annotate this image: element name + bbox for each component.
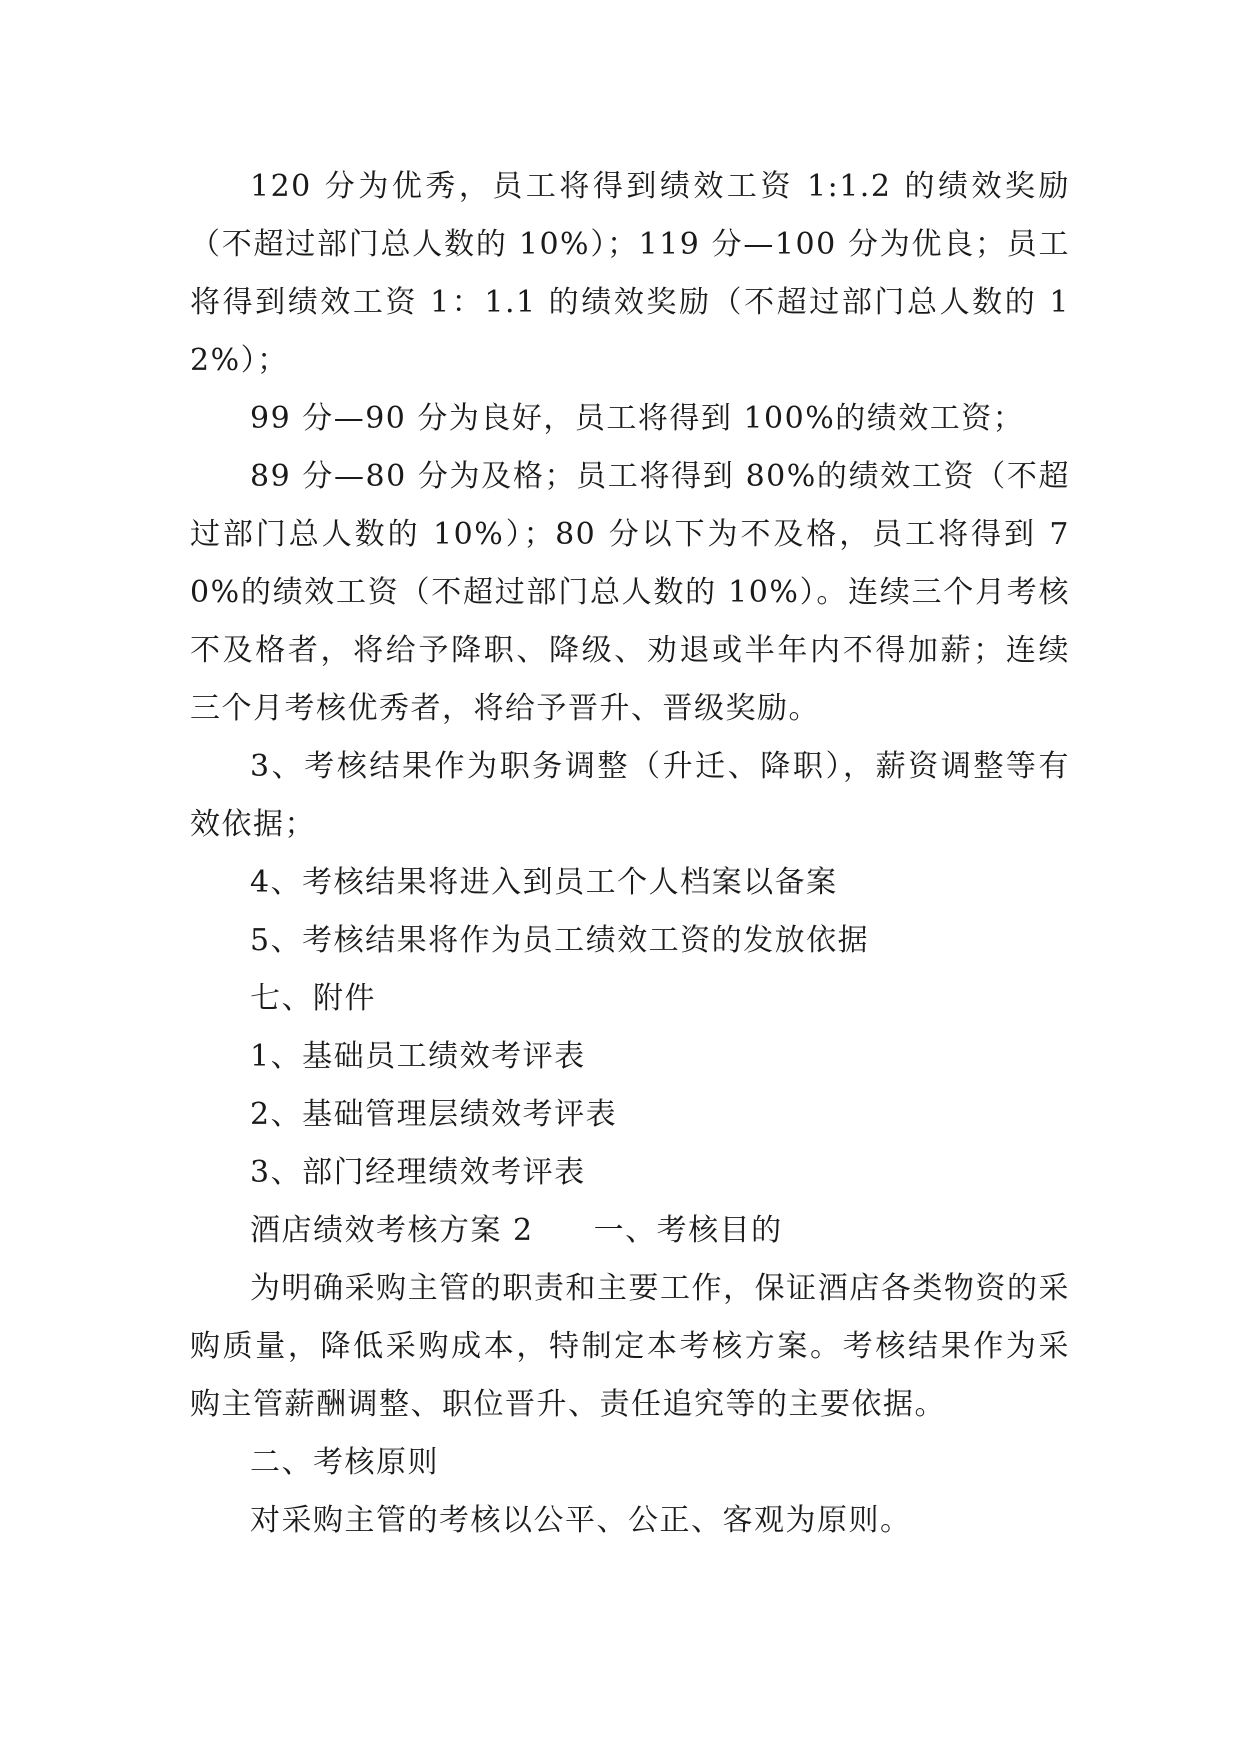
paragraph-grading-excellent: 120 分为优秀，员工将得到绩效工资 1:1.2 的绩效奖励（不超过部门总人数的 10%）；119 分—100 分为优良；员工将得到绩效工资 1：1.1 的绩效奖励（不超过部门总人数的 12%）；	[190, 169, 1070, 378]
paragraph-result-payment: 5、考核结果将作为员工绩效工资的发放依据	[250, 923, 870, 958]
paragraph-purpose: 为明确采购主管的职责和主要工作，保证酒店各类物资的采购质量，降低采购成本，特制定本考核方案。考核结果作为采购主管薪酬调整、职位晋升、责任追究等的主要依据。	[190, 1271, 1070, 1422]
paragraph-principles: 对采购主管的考核以公平、公正、客观为原则。	[250, 1503, 912, 1538]
attachment-item-2: 2、基础管理层绩效考评表	[250, 1097, 618, 1132]
paragraph-result-adjustment: 3、考核结果作为职务调整（升迁、降职），薪资调整等有效依据；	[190, 749, 1070, 842]
paragraph-grading-good: 99 分—90 分为良好，员工将得到 100%的绩效工资；	[250, 401, 1025, 436]
attachment-item-3: 3、部门经理绩效考评表	[250, 1155, 586, 1190]
section-heading-purpose: 一、考核目的	[593, 1213, 783, 1248]
plan-heading-line	[190, 1202, 1070, 1260]
paragraph-grading-pass: 89 分—80 分为及格；员工将得到 80%的绩效工资（不超过部门总人数的 10%）；80 分以下为不及格，员工将得到 70%的绩效工资（不超过部门总人数的 10%）。连续三个月考核不及格者，将给予降职、降级、劝退或半年内不得加薪；连续三个月考核优秀者，将给予晋升、晋级奖励。	[190, 459, 1070, 726]
section-heading-attachments: 七、附件	[250, 981, 376, 1016]
paragraph-result-archive: 4、考核结果将进入到员工个人档案以备案	[250, 865, 838, 900]
plan-title: 酒店绩效考核方案 2	[250, 1213, 534, 1248]
attachment-item-1: 1、基础员工绩效考评表	[250, 1039, 586, 1074]
section-heading-principles: 二、考核原则	[250, 1445, 439, 1480]
document-body	[190, 158, 1070, 1550]
